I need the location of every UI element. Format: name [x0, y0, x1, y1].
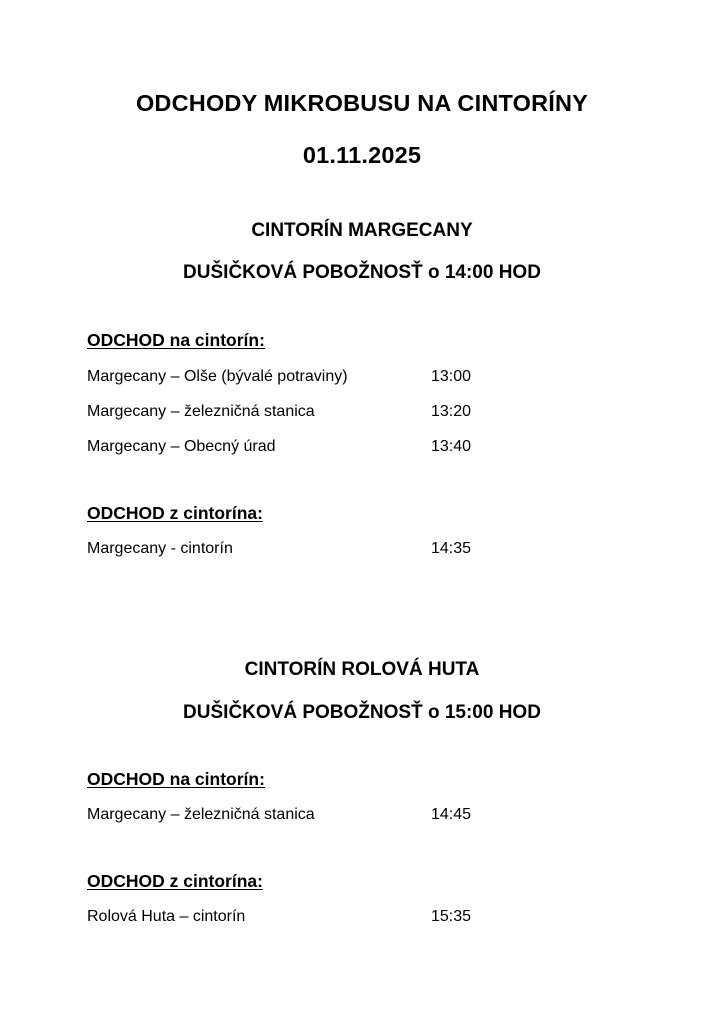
departure-time: 13:00: [431, 368, 472, 385]
departure-to-heading: ODCHOD na cintorín:: [87, 769, 265, 789]
stop-name: Margecany – železničná stanica: [87, 403, 315, 420]
service-time: DUŠIČKOVÁ POBOŽNOSŤ o 14:00 HOD: [183, 262, 541, 283]
schedule-row: [87, 403, 607, 425]
document-date: 01.11.2025: [302, 142, 422, 168]
departure-from-heading: ODCHOD z cintorína:: [87, 871, 263, 891]
stop-name: Margecany – železničná stanica: [87, 806, 315, 823]
schedule-row: [87, 540, 607, 562]
stop-name: Margecany - cintorín: [87, 540, 233, 557]
departure-time: 14:45: [431, 806, 472, 823]
stop-name: Margecany – Obecný úrad: [87, 438, 276, 455]
stop-name: Rolová Huta – cintorín: [87, 908, 246, 925]
cemetery-title: CINTORÍN ROLOVÁ HUTA: [244, 659, 480, 680]
schedule-row: [87, 908, 607, 930]
schedule-row: [87, 438, 607, 460]
schedule-row: [87, 806, 607, 828]
departure-time: 13:20: [431, 403, 472, 420]
stop-name: Margecany – Olše (bývalé potraviny): [87, 368, 348, 385]
cemetery-title: CINTORÍN MARGECANY: [251, 220, 473, 241]
departure-time: 13:40: [431, 438, 472, 455]
departure-time: 14:35: [431, 540, 472, 557]
document-title: ODCHODY MIKROBUSU NA CINTORÍNY: [135, 90, 589, 116]
schedule-row: [87, 368, 607, 390]
service-time: DUŠIČKOVÁ POBOŽNOSŤ o 15:00 HOD: [183, 702, 541, 723]
departure-from-heading: ODCHOD z cintorína:: [87, 503, 263, 523]
departure-time: 15:35: [431, 908, 472, 925]
departure-to-heading: ODCHOD na cintorín:: [87, 330, 265, 350]
